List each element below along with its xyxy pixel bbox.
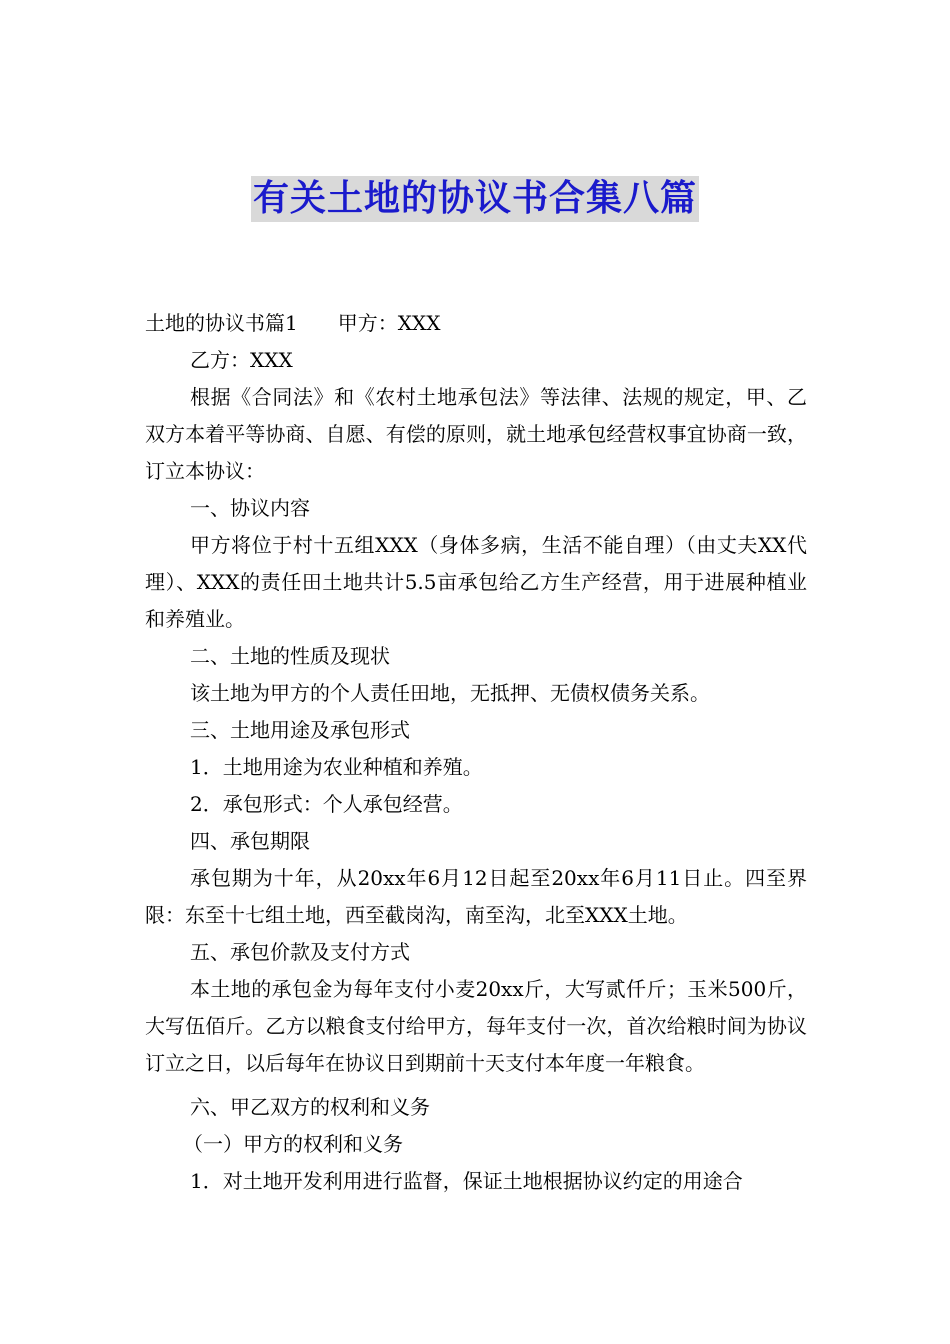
paragraph-4: 一、协议内容	[190, 496, 310, 520]
title-wrap	[0, 176, 950, 222]
paragraph-2: 乙方：XXX	[190, 348, 293, 372]
paragraph-8: 三、土地用途及承包形式	[190, 718, 410, 742]
paragraph-14: 本土地的承包金为每年支付小麦20xx斤，大写贰仟斤；玉米500斤，大写伍佰斤。乙方以粮食支付给甲方，每年支付一次，首次给粮时间为协议订立之日，以后每年在协议日到期前十天支付本年度一年粮食。	[145, 977, 807, 1075]
paragraph-12: 承包期为十年，从20xx年6月12日起至20xx年6月11日止。四至界限：东至十七组土地，西至截岗沟，南至沟，北至XXX土地。	[145, 866, 807, 927]
paragraph-11: 四、承包期限	[190, 829, 310, 853]
paragraph-5: 甲方将位于村十五组XXX（身体多病，生活不能自理）（由丈夫XX代理）、XXX的责任田土地共计5.5亩承包给乙方生产经营，用于进展种植业和养殖业。	[145, 533, 807, 631]
document-title: 有关土地的协议书合集八篇	[251, 176, 699, 222]
paragraph-13: 五、承包价款及支付方式	[190, 940, 410, 964]
document-body	[145, 305, 807, 1200]
paragraph-1: 土地的协议书篇1 甲方：XXX	[145, 311, 441, 335]
paragraph-3: 根据《合同法》和《农村土地承包法》等法律、法规的规定，甲、乙双方本着平等协商、自愿、有偿的原则，就土地承包经营权事宜协商一致，订立本协议：	[145, 385, 807, 483]
paragraph-16: （一）甲方的权利和义务	[183, 1132, 403, 1156]
paragraph-9: 1．土地用途为农业种植和养殖。	[190, 755, 483, 779]
paragraph-10: 2．承包形式：个人承包经营。	[190, 792, 463, 816]
paragraph-6: 二、土地的性质及现状	[190, 644, 390, 668]
paragraph-17: 1．对土地开发利用进行监督，保证土地根据协议约定的用途合	[190, 1169, 743, 1193]
paragraph-15: 六、甲乙双方的权利和义务	[190, 1095, 430, 1119]
paragraph-7: 该土地为甲方的个人责任田地，无抵押、无债权债务关系。	[190, 681, 710, 705]
